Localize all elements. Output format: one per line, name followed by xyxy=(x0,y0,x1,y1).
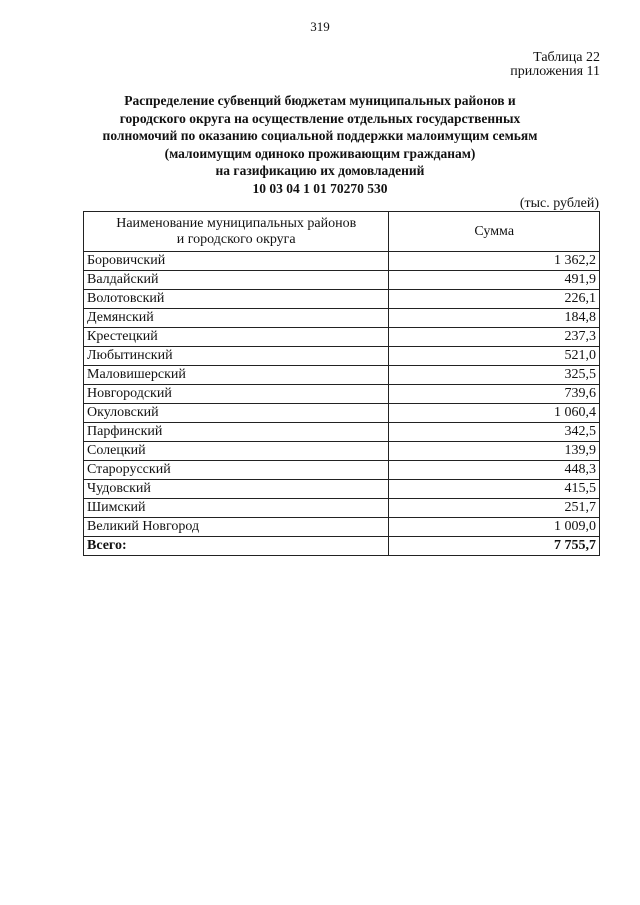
table-row xyxy=(84,271,600,290)
title-line-1: Распределение субвенций бюджетам муниципальных районов и xyxy=(124,93,516,108)
district-sum: 139,9 xyxy=(389,442,600,461)
table-reference xyxy=(510,51,600,79)
header-sum: Сумма xyxy=(389,212,600,252)
district-sum: 415,5 xyxy=(389,480,600,499)
district-name: Старорусский xyxy=(84,461,389,480)
table-row xyxy=(84,290,600,309)
budget-code: 10 03 04 1 01 70270 530 xyxy=(252,180,388,196)
table-row xyxy=(84,347,600,366)
district-name: Крестецкий xyxy=(84,328,389,347)
subvention-table xyxy=(83,211,600,556)
district-sum: 226,1 xyxy=(389,290,600,309)
district-name: Парфинский xyxy=(84,423,389,442)
district-sum: 342,5 xyxy=(389,423,600,442)
page-number: 319 xyxy=(310,19,330,34)
table-reference-line2: приложения 11 xyxy=(510,64,600,79)
district-name: Окуловский xyxy=(84,404,389,423)
district-sum: 739,6 xyxy=(389,385,600,404)
table-row xyxy=(84,480,600,499)
table-row xyxy=(84,518,600,537)
district-name: Валдайский xyxy=(84,271,389,290)
district-name: Маловишерский xyxy=(84,366,389,385)
district-name: Боровичский xyxy=(84,252,389,271)
district-name: Новгородский xyxy=(84,385,389,404)
table-row xyxy=(84,309,600,328)
district-name: Чудовский xyxy=(84,480,389,499)
table-reference-line1: Таблица 22 xyxy=(533,50,600,65)
district-sum: 184,8 xyxy=(389,309,600,328)
district-sum: 1 060,4 xyxy=(389,404,600,423)
header-name-line2: и городского округа xyxy=(176,231,296,247)
document-title xyxy=(60,92,580,197)
table-row xyxy=(84,252,600,271)
title-line-5: на газификацию их домовладений xyxy=(215,163,425,178)
table-row xyxy=(84,423,600,442)
table-row xyxy=(84,442,600,461)
table-row xyxy=(84,328,600,347)
title-line-3: полномочий по оказанию социальной поддержки малоимущим семьям xyxy=(102,128,538,143)
district-sum: 325,5 xyxy=(389,366,600,385)
header-name xyxy=(84,212,389,252)
district-name: Великий Новгород xyxy=(84,518,389,537)
district-sum: 237,3 xyxy=(389,328,600,347)
title-line-2: городского округа на осуществление отдельных государственных xyxy=(119,110,521,126)
title-line-4: (малоимущим одиноко проживающим гражданам) xyxy=(164,145,476,161)
table-body xyxy=(84,252,600,556)
district-name: Шимский xyxy=(84,499,389,518)
district-sum: 1 009,0 xyxy=(389,518,600,537)
table-row xyxy=(84,461,600,480)
units-label: (тыс. рублей) xyxy=(519,196,599,211)
total-sum: 7 755,7 xyxy=(389,537,600,556)
table-row xyxy=(84,499,600,518)
district-name: Волотовский xyxy=(84,290,389,309)
total-row xyxy=(84,537,600,556)
district-sum: 521,0 xyxy=(389,347,600,366)
district-sum: 1 362,2 xyxy=(389,252,600,271)
header-name-line1: Наименование муниципальных районов xyxy=(116,215,357,231)
district-name: Демянский xyxy=(84,309,389,328)
table-row xyxy=(84,404,600,423)
district-sum: 448,3 xyxy=(389,461,600,480)
district-sum: 251,7 xyxy=(389,499,600,518)
table-row xyxy=(84,366,600,385)
table-row xyxy=(84,385,600,404)
total-label: Всего: xyxy=(84,537,389,556)
table-header-row xyxy=(84,212,600,252)
district-name: Солецкий xyxy=(84,442,389,461)
district-name: Любытинский xyxy=(84,347,389,366)
district-sum: 491,9 xyxy=(389,271,600,290)
